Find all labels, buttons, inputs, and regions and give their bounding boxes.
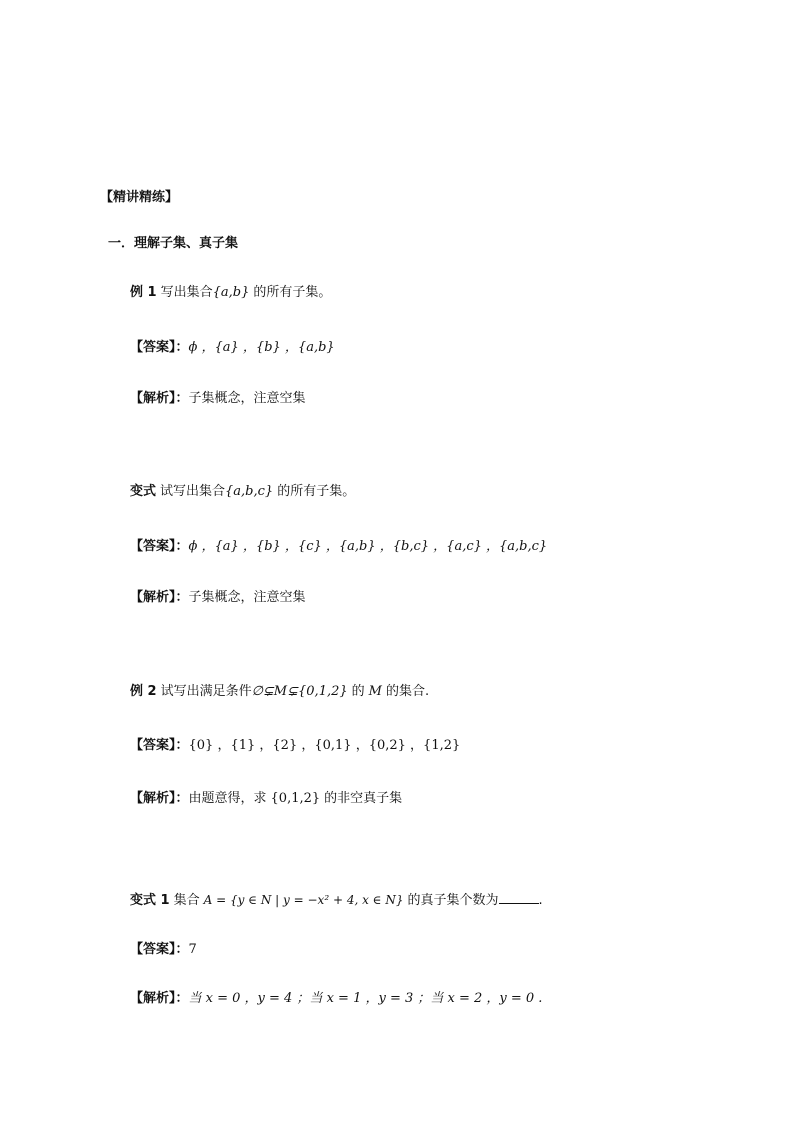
variant-suffix: 的所有子集。 [277, 484, 356, 499]
example-1-prefix: 写出集合 [160, 285, 213, 300]
analysis-label: 【解析】： [130, 391, 189, 406]
example-1-set: {a,b} [212, 285, 250, 300]
analysis-text: 子集概念，注意空集 [188, 391, 306, 406]
variant-1-prefix: 集合 [173, 893, 200, 908]
answer-label: 【答案】： [130, 738, 189, 753]
example-2-var: M [368, 684, 382, 699]
example-1-label: 例 1 [130, 285, 157, 300]
example-1-answer [130, 339, 335, 357]
answer-blank [499, 891, 539, 904]
section-heading: 【精讲精练】 [100, 190, 179, 205]
analysis-text: 子集概念，注意空集 [188, 590, 306, 605]
subsection-title: 一．理解子集、真子集 [108, 236, 239, 251]
example-2-label: 例 2 [130, 684, 157, 699]
example-2-answer [130, 737, 460, 755]
variant-1-answer [130, 941, 197, 959]
example-2-analysis [130, 790, 402, 808]
analysis-set: {0,1,2} [270, 791, 321, 806]
variant-prefix: 试写出集合 [160, 484, 226, 499]
variant-question [130, 483, 355, 501]
example-1-analysis [130, 390, 306, 408]
answer-text: 7 [188, 942, 197, 957]
example-2-question [130, 683, 429, 701]
example-2-middle: 的 [351, 684, 365, 699]
variant-analysis [130, 589, 306, 607]
answer-label: 【答案】： [130, 539, 189, 554]
analysis-post: 的非空真子集 [324, 791, 403, 806]
analysis-text: 当 x = 0 ，y = 4 ；当 x = 1 ，y = 3 ；当 x = 2 ，y = 0 . [188, 991, 543, 1006]
example-2-suffix: 的集合. [385, 684, 430, 699]
example-2-condition: ∅⊊M⊊{0,1,2} [251, 684, 348, 699]
variant-1-end: . [538, 893, 543, 908]
example-1-suffix: 的所有子集。 [253, 285, 332, 300]
variant-1-set: A = {y ∈ N | y = −x² + 4, x ∈ N} [203, 893, 404, 907]
variant-1-label: 变式 1 [130, 893, 170, 908]
answer-label: 【答案】： [130, 340, 189, 355]
analysis-label: 【解析】： [130, 791, 189, 806]
example-1-question [130, 284, 331, 302]
example-2-prefix: 试写出满足条件 [160, 684, 252, 699]
variant-1-analysis [130, 990, 542, 1008]
answer-text: {0} ，{1} ，{2} ，{0,1} ，{0,2} ，{1,2} [188, 738, 461, 753]
answer-label: 【答案】： [130, 942, 189, 957]
analysis-label: 【解析】： [130, 991, 189, 1006]
variant-label: 变式 [130, 484, 157, 499]
answer-text: ϕ ，{a} ，{b} ，{a,b} [188, 340, 335, 355]
analysis-label: 【解析】： [130, 590, 189, 605]
variant-answer [130, 538, 547, 556]
analysis-pre: 由题意得，求 [188, 791, 267, 806]
variant-set: {a,b,c} [225, 484, 274, 499]
variant-1-suffix: 的真子集个数为 [407, 893, 499, 908]
variant-1-question [130, 891, 543, 910]
answer-text: ϕ ，{a} ，{b} ，{c} ，{a,b} ，{b,c} ，{a,c} ，{a,b,c} [188, 539, 548, 554]
